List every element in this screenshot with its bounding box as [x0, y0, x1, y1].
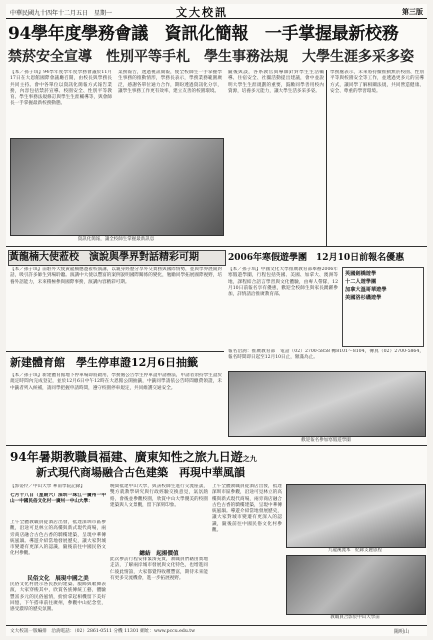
ambassador-body: 【本／孫子琪】前駐外大使黃龍楠應邀蒞校演講，以親身經歷分享外交實務與國際情勢，並與學界展開對話，吸引許多師生到場聆聽。演講中大使以豐富的案例說明國際關係的變化，勉勵同學拓展國際視野，培養外語能力，未來積極參與國際事務，演講內容精彩可期。 — [10, 267, 222, 285]
tutoring-body: 【本／孫子琪】新建體育館地下停車場即將啟用，學務處公告學生停車證申請辦法，申請者須持學生證於規定時間內完成登記，並於12月6日中午12時在大恩館公開抽籤，中籤同學請依公告時間繳費領證，未中籤者列入候補，請同學把握申請時間，遵守校園停車規定，共同維護交通安全。 — [10, 373, 222, 391]
issue-date: 中華民國九十四年十二月五日 星期一 — [10, 10, 113, 17]
recruit-item: 英國劍橋遊學 — [345, 271, 377, 277]
newspaper-page — [6, 4, 427, 636]
tutoring-headline: 新建體育館 學生停車證12月6日抽籤 — [10, 356, 198, 369]
page-header — [6, 4, 427, 19]
lead-headline: 94學年度學務會議 資訊化簡報 一手掌握最新校務 — [8, 24, 399, 44]
footer-text: 文大校訊一版編排 洽詢電話：（02）2861-0511 分機 11301 網址：www.pccu.edu.tw — [10, 629, 196, 634]
recruit-note: 報名洽詢：推廣教育部 電話（02）2700-5858 轉8101～8104，傳真（02）2700-5864，報名時間即日起至12月10日止，額滿為止。 — [228, 349, 424, 361]
tour-photo-2-caption: 教職員合影於中山大學前 — [330, 615, 380, 620]
section-divider — [6, 445, 427, 446]
tour-body-4: 此次參訪行程安排緊湊充實，教職員們藉由實地走訪，了解兩岸城市發展與文化特色，也增進同仁彼此情誼，大家都覺得收穫豐富，期待未來能有更多交流機會，進一步拓展視野。 — [110, 557, 208, 581]
lead-body-3: 隨後與談，各系教官與導師針對學生生活輔導、住宿安全、社團活動提出建議，會中並說明大學生生涯規劃的重要，鼓勵同學善用校內資源，培養多元能力，讓大學生活多采多姿。 — [228, 70, 324, 94]
page-number: 第三版 — [402, 7, 423, 16]
tour-photo-2 — [286, 555, 426, 615]
recruit-item: 加拿大溫哥華遊學 — [345, 287, 387, 293]
ambassador-headline: 黃龍楠大使蒞校 演說與學界對話精彩可期 — [8, 250, 226, 266]
footer-divider — [6, 625, 427, 626]
recruit-body: 【本／孫子琪】中國文化大學推廣教育部舉辦2006年寒假遊學團，行程包括英國、美國、加拿大、澳洲等地，課程結合語言學習與文化體驗，由專人帶隊，12月10日前報名享有優惠，歡迎全校師生與家長踴躍參加，詳情請洽推廣教育部。 — [228, 267, 338, 298]
tour-headline — [10, 450, 426, 466]
footer-right: 陽明山 — [394, 629, 410, 635]
tour-dateline: 【郭姿伶／中山大學 華南學院記錄】 — [10, 484, 85, 489]
recruit-headline: 2006年寒假遊學團 12月10日前報名優惠 — [228, 253, 405, 263]
tour-body-1-cont: 上午全體教職員從酒店出發，抵達深圳市區參觀，沿途可見林立的高樓與新式現代商場，兩旁商店融合古色古香的騎樓建築，呈現中華傳統風韻。導遊介紹當地發展歷史，讓大家對城市變遷有更深入的認識，隨後前往中國民俗文化村參觀。 — [212, 484, 282, 534]
tour-body-2: 民俗文化村展示各民族的建築、服飾與歌舞表演，大家穿梭其中，欣賞各族傳統工藝，體驗豐富多元的民俗風情，紛紛拿起相機留下美好回憶，下午搭車前往廣州，參觀中山紀念堂，感受濃厚的歷史氛圍。 — [10, 582, 106, 613]
lead-photo — [10, 138, 224, 236]
tour-section-2: 總結 起揚價值 — [139, 551, 179, 557]
section-divider — [6, 246, 427, 247]
tour-body-1: 上午全體教職員從酒店出發，抵達深圳市區參觀，沿途可見林立的高樓與新式現代商場，兩旁商店融合古色古香的騎樓建築，呈現中華傳統風韻。導遊介紹當地發展歷史，讓大家對城市變遷有更深入的認識，隨後前往中國民俗文化村參觀。 — [10, 520, 106, 557]
recruit-photo-caption: 歡迎報名參加寒假遊學團 — [301, 438, 351, 443]
section-divider — [6, 351, 224, 352]
lead-subheadline: 禁菸安全宣導 性別平等手札 學生事務法規 大學生涯多采多姿 — [8, 49, 414, 65]
lead-body-1: 【本／孫子琪】94學年度學年度學務會議於11月17日在大恩館國際會議廳召開，由校長與學務長共同主持。會中各單位以資訊化簡報方式報告業務，內容包括禁菸宣導、校園安全、性別平等教育、學生事務法規修訂與學生生涯輔導等，與會師長一手掌握最新校務動態。 — [10, 70, 112, 107]
recruit-items-box — [342, 267, 424, 347]
tour-section-1: 民俗文化 展現中國之美 — [27, 576, 89, 582]
column-divider — [326, 70, 327, 246]
tour-subheadline: 新式現代商場融合古色建築 再現中華風韻 — [36, 466, 245, 479]
lead-body-4: 學務處表示，未來將持續推動無菸校園、性別平等與校園安全等工作，並透過更多元的宣導方式，讓同學了解相關法規，共同營造健康、安全、尊重的學習環境。 — [330, 70, 424, 94]
lead-body-2: 業務報告，透過視訊簡報，使全校師生一手掌握學生事務的推動情形，學務長表示，學務業務範圍廣泛，感謝各單位通力合作，期盼透過資訊化分享，讓學生事務工作更有效率，建立友善的校園環境。 — [118, 70, 222, 94]
tour-headline-text: 94年暑期教職員福建、廣東知性之旅九日遊 — [10, 450, 243, 464]
tour-headline-tag: 之九 — [242, 454, 257, 463]
recruit-photo — [228, 371, 426, 437]
tour-body-3: 晚間抵達中山大學，與該校師生進行交流座談，雙方就教學研究與行政經驗交換意見，氣氛熱絡，會後並參觀校園，欣賞中山大學優美的校園建築與人文景觀，留下深刻印象。 — [110, 484, 208, 508]
recruit-item: 十二人遊學團 — [345, 279, 377, 285]
recruit-item: 美國洛杉磯遊學 — [345, 295, 382, 301]
masthead: 文大校訊 — [176, 6, 228, 19]
tour-route: 七月十八日（星期六）深圳一珠江一廣州一中山一中國民俗文化村一廣州一中山大學： — [10, 493, 106, 505]
tour-photo-1-caption: 九龍溪流本 紀錄支麗旅程 — [328, 548, 382, 553]
lead-photo-caption: 資訊化簡報，讓全校師生掌握最新訊息 — [77, 237, 155, 242]
tour-photo-1 — [286, 484, 426, 548]
